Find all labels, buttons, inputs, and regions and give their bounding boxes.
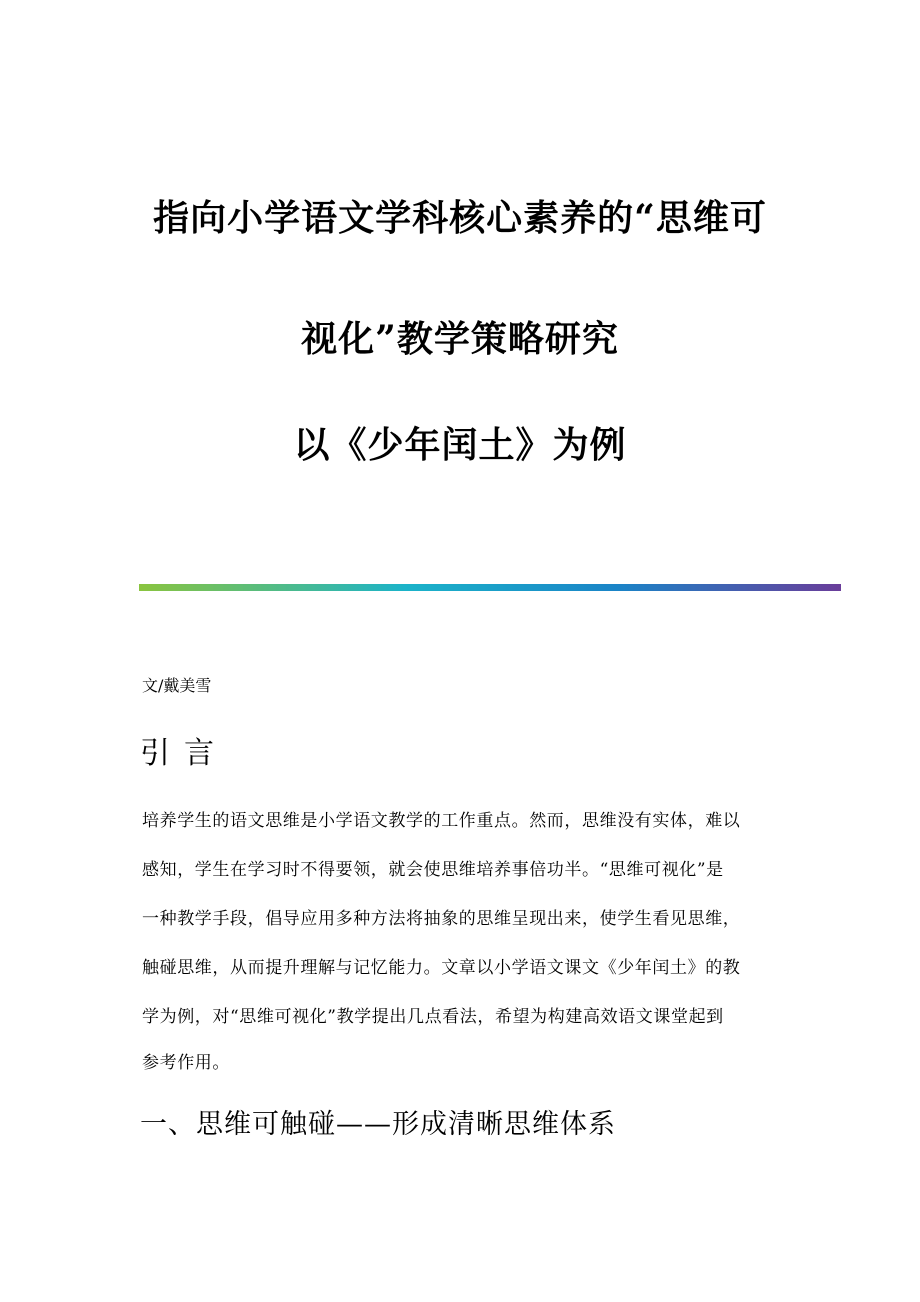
intro-paragraph-line: 感知，学生在学习时不得要领，就会使思维培养事倍功半。“思维可视化”是: [142, 860, 724, 880]
intro-paragraph-line: 参考作用。: [142, 1053, 230, 1073]
document-title-line-1: 指向小学语文学科核心素养的“思维可: [153, 197, 767, 239]
intro-heading: 引言: [140, 736, 228, 771]
intro-paragraph-line: 触碰思维，从而提升理解与记忆能力。文章以小学语文课文《少年闰土》的教: [142, 958, 741, 978]
document-title-line-2: 视化”教学策略研究: [301, 318, 619, 360]
intro-paragraph-line: 一种教学手段，倡导应用多种方法将抽象的思维呈现出来，使学生看见思维，: [142, 909, 741, 929]
gradient-divider: [139, 584, 841, 591]
document-subtitle: 以《少年闰土》为例: [293, 424, 627, 466]
intro-paragraph-line: 学为例，对“思维可视化”教学提出几点看法，希望为构建高效语文课堂起到: [142, 1007, 724, 1027]
section-1-heading: 一、思维可触碰——形成清晰思维体系: [140, 1109, 616, 1140]
author-line: 文/戴美雪: [142, 676, 212, 695]
intro-paragraph-line: 培养学生的语文思维是小学语文教学的工作重点。然而，思维没有实体，难以: [142, 811, 741, 831]
